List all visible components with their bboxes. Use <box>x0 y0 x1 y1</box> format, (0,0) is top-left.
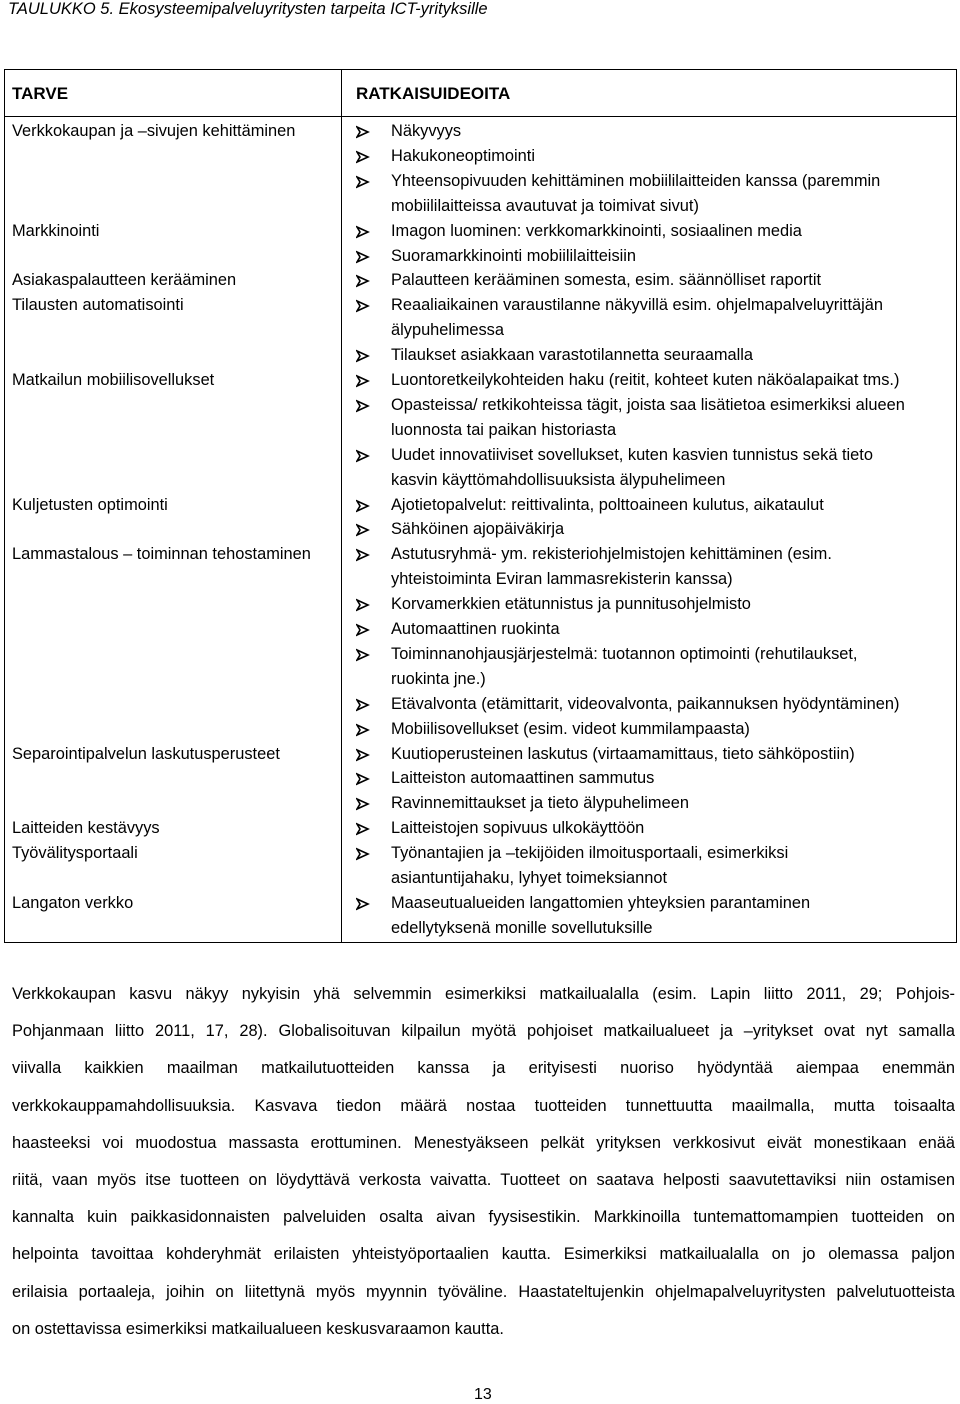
solution-line: Ajotietopalvelut: reittivalinta, polttoaineen kulutus, aikataulut <box>391 495 824 514</box>
need-cell: Markkinointi <box>12 221 100 240</box>
bullet-arrow-icon <box>356 548 370 562</box>
need-cell: Kuljetusten optimointi <box>12 495 168 514</box>
solution-line: Näkyvyys <box>391 122 462 140</box>
bullet-arrow-icon <box>356 598 370 612</box>
table-column-divider <box>341 69 342 943</box>
solution-line: Laitteiston automaattinen sammutus <box>391 769 655 788</box>
solution-line: kasvin käyttömahdollisuuksista älypuhelimeen <box>391 470 726 489</box>
paragraph-line: haasteeksi voi muodostua massasta erottuminen. Menestyäkseen pelkät yrityksen verkkosivut eivät monestikaan enää <box>12 1133 955 1152</box>
solution-line: Etävalvonta (etämittarit, videovalvonta, paikannuksen hyödyntäminen) <box>391 694 900 713</box>
bullet-arrow-icon <box>356 250 370 264</box>
solution-line: Opasteissa/ retkikohteissa tägit, joista saa lisätietoa esimerkiksi alueen <box>391 395 905 414</box>
bullet-arrow-icon <box>356 822 370 836</box>
solution-line: Uudet innovatiiviset sovellukset, kuten kasvien tunnistus sekä tieto <box>391 445 873 464</box>
bullet-arrow-icon <box>356 125 370 139</box>
solution-line: Reaaliaikainen varaustilanne näkyvillä esim. ohjelmapalveluyrittäjän <box>391 296 883 315</box>
header-solutions: RATKAISUIDEOITA <box>356 84 511 103</box>
need-cell: Verkkokaupan ja –sivujen kehittäminen <box>12 122 296 140</box>
bullet-arrow-icon <box>356 274 370 288</box>
bullet-arrow-icon <box>356 648 370 662</box>
bullet-arrow-icon <box>356 225 370 239</box>
bullet-arrow-icon <box>356 523 370 537</box>
bullet-arrow-icon <box>356 748 370 762</box>
need-cell: Lammastalous – toiminnan tehostaminen <box>12 545 311 564</box>
paragraph-line: Pohjanmaan liitto 2011, 17, 28). Globalisoituvan kilpailun myötä pohjoiset matkailualueet ja –yritykset ovat nyt samalla <box>12 1022 955 1041</box>
solution-line: mobiililaitteissa avautuvat ja toimivat sivut) <box>391 196 699 215</box>
bullet-arrow-icon <box>356 449 370 463</box>
solution-line: Mobiilisovellukset (esim. videot kummilampaasta) <box>391 719 750 738</box>
solution-line: Luontoretkeilykohteiden haku (reitit, kohteet kuten näköalapaikat tms.) <box>391 371 900 389</box>
solution-line: asiantuntijahaku, lyhyet toimeksiannot <box>391 869 668 887</box>
bullet-arrow-icon <box>356 623 370 637</box>
solution-line: älypuhelimessa <box>391 321 504 340</box>
solution-line: Kuutioperusteinen laskutus (virtaamamittaus, tieto sähköpostiin) <box>391 744 855 763</box>
solution-line: Ravinnemittaukset ja tieto älypuhelimeen <box>391 794 689 813</box>
bullet-arrow-icon <box>356 299 370 313</box>
paragraph-line: helpointa tavoittaa kohderyhmät erilaisten yhteistyöportaalien kautta. Esimerkiksi matkailualalla on jo olemassa paljon <box>12 1245 955 1264</box>
solution-line: Astutusryhmä- ym. rekisteriohjelmistojen kehittäminen (esim. <box>391 545 832 564</box>
bullet-arrow-icon <box>356 499 370 513</box>
table-header-divider <box>4 116 957 117</box>
bullet-arrow-icon <box>356 374 370 388</box>
solution-line: Laitteistojen sopivuus ulkokäyttöön <box>391 819 645 838</box>
need-cell: Langaton verkko <box>12 893 134 912</box>
solution-line: Yhteensopivuuden kehittäminen mobiililaitteiden kanssa (paremmin <box>391 171 881 190</box>
paragraph-line: erilaisia portaaleja, joihin on liitettynä myös myynnin työväline. Haastateltujenkin ohjelmapalveluyritysten palvelutuotteista <box>12 1282 955 1301</box>
solution-line: edellytyksenä monille sovellutuksille <box>391 918 653 937</box>
bullet-arrow-icon <box>356 698 370 712</box>
solution-line: Palautteen kerääminen somesta, esim. säännölliset raportit <box>391 271 822 290</box>
bullet-arrow-icon <box>356 897 370 911</box>
header-need: TARVE <box>12 84 69 103</box>
solution-line: Automaattinen ruokinta <box>391 620 560 638</box>
solution-line: Toiminnanohjausjärjestelmä: tuotannon optimointi (rehutilaukset, <box>391 644 858 663</box>
solution-line: luonnosta tai paikan historiasta <box>391 420 617 439</box>
need-cell: Laitteiden kestävyys <box>12 819 160 838</box>
bullet-arrow-icon <box>356 349 370 363</box>
bullet-arrow-icon <box>356 150 370 164</box>
solution-line: Hakukoneoptimointi <box>391 146 535 165</box>
need-cell: Työvälitysportaali <box>12 844 138 863</box>
paragraph-line: riitä, vaan myös itse tuotteen on löydyttävä verkosta vaivatta. Tuotteet on saatava helposti saavutettaviksi niin ostamisen <box>12 1171 955 1189</box>
page-number: 13 <box>474 1386 492 1403</box>
solution-line: Maaseutualueiden langattomien yhteyksien parantaminen <box>391 893 811 912</box>
need-cell: Separointipalvelun laskutusperusteet <box>12 744 280 763</box>
table-caption: TAULUKKO 5. Ekosysteemipalveluyritysten tarpeita ICT-yrityksille <box>8 0 488 18</box>
bullet-arrow-icon <box>356 772 370 786</box>
need-cell: Tilausten automatisointi <box>12 296 184 315</box>
need-cell: Asiakaspalautteen kerääminen <box>12 271 237 290</box>
solution-line: Tilaukset asiakkaan varastotilannetta seuraamalla <box>391 346 754 365</box>
bullet-arrow-icon <box>356 175 370 189</box>
solution-line: Työnantajien ja –tekijöiden ilmoitusportaali, esimerkiksi <box>391 844 789 863</box>
need-cell: Matkailun mobiilisovellukset <box>12 371 215 389</box>
paragraph-line: on ostettavissa esimerkiksi matkailualueen keskusvaraamon kautta. <box>12 1319 504 1338</box>
bullet-arrow-icon <box>356 797 370 811</box>
paragraph-line: Verkkokaupan kasvu näkyy nykyisin yhä selvemmin esimerkiksi matkailualalla (esim. Lapin liitto 2011, 29; Pohjois- <box>12 985 955 1003</box>
bullet-arrow-icon <box>356 723 370 737</box>
solution-line: yhteistoiminta Eviran lammasrekisterin kanssa) <box>391 570 733 589</box>
paragraph-line: kannalta kuin paikkasidonnaisten palveluiden osalta aivan fyysisestikin. Markkinoilla tuntemattomampien tuotteiden on <box>12 1208 955 1227</box>
solution-line: Sähköinen ajopäiväkirja <box>391 520 565 539</box>
paragraph-line: viivalla kaikkien maailman matkailutuotteiden kanssa ja erityisesti nuoriso hyödyntää aiempaa enemmän <box>12 1059 955 1078</box>
solution-line: Imagon luominen: verkkomarkkinointi, sosiaalinen media <box>391 221 802 240</box>
solution-line: Korvamerkkien etätunnistus ja punnitusohjelmisto <box>391 595 751 614</box>
solution-line: Suoramarkkinointi mobiililaitteisiin <box>391 246 637 265</box>
solution-line: ruokinta jne.) <box>391 669 486 688</box>
paragraph-line: verkkokauppamahdollisuuksia. Kasvava tiedon määrä nostaa tuotteiden tunnettuutta maailmalla, mutta toisaalta <box>12 1096 955 1115</box>
bullet-arrow-icon <box>356 399 370 413</box>
bullet-arrow-icon <box>356 847 370 861</box>
